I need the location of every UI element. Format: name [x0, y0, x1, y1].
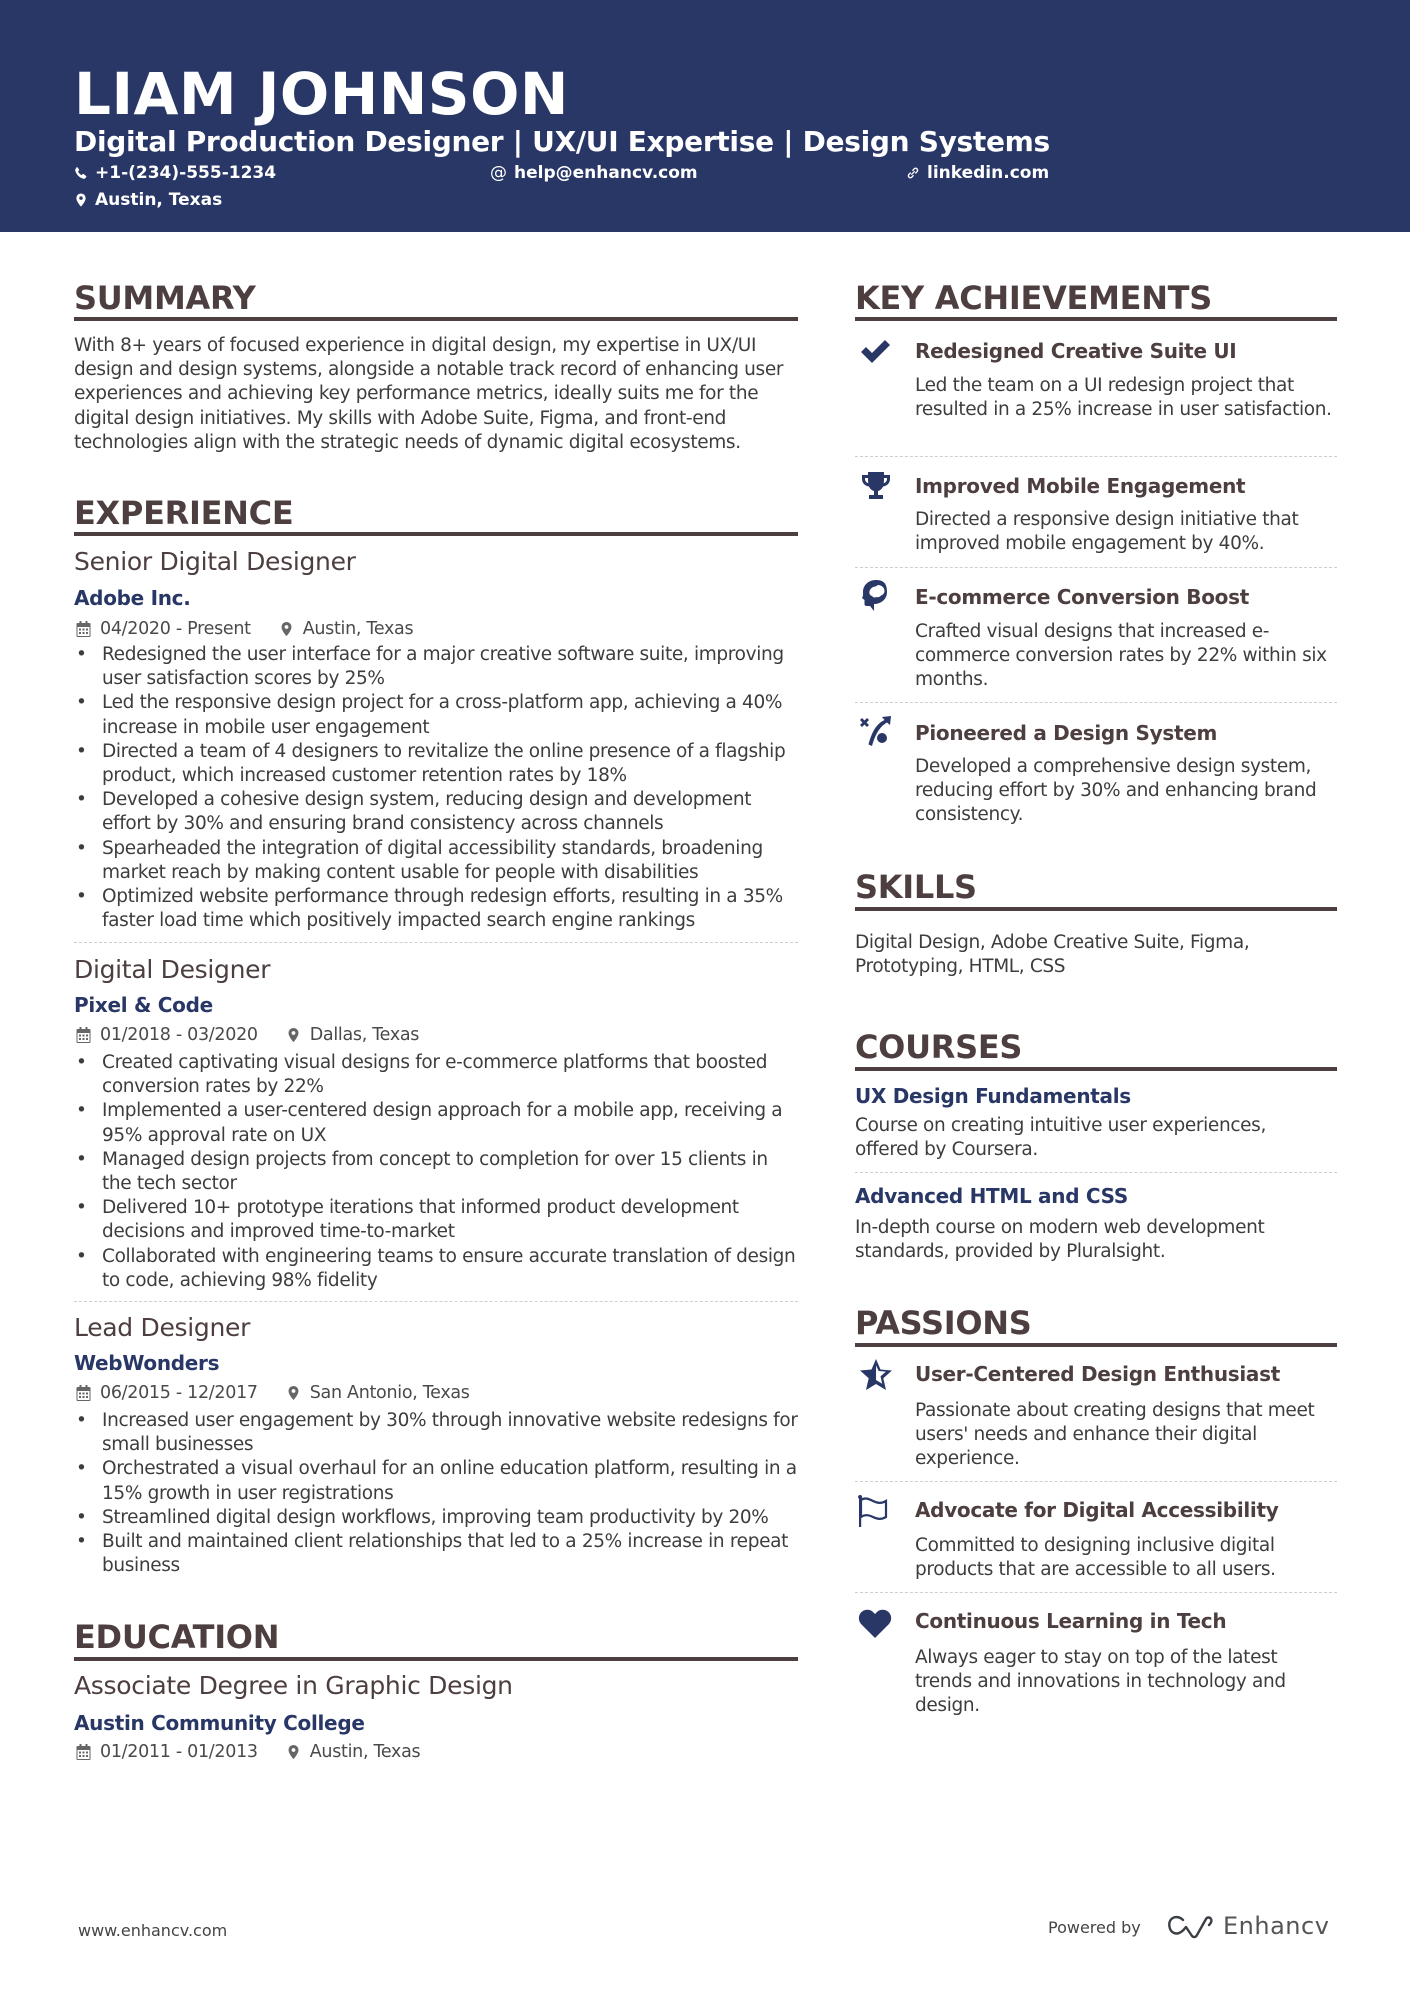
course-title: Advanced HTML and CSS	[855, 1184, 1128, 1208]
courses-heading: COURSES	[855, 1028, 1023, 1066]
bullet-item: • Delivered 10+ prototype iterations that informed product development decisions and improved time-to-market	[74, 1196, 798, 1244]
bullet-item: • Developed a cohesive design system, reducing design and development effort by 30% and ensuring brand consistency across channels	[74, 788, 798, 836]
courses-rule	[855, 1067, 1337, 1071]
passions-rule	[855, 1343, 1337, 1347]
job-location: Dallas, Texas	[309, 1025, 420, 1045]
education-dates: 01/2011 - 01/2013	[100, 1742, 258, 1762]
passion-divider	[855, 1592, 1337, 1593]
education-rule	[74, 1657, 798, 1661]
location-pin-icon	[286, 1744, 301, 1760]
linkedin-text: linkedin.com	[927, 163, 1050, 183]
contact-linkedin[interactable]	[906, 162, 1049, 184]
job-role: Senior Digital Designer	[74, 547, 356, 576]
achievement-text: Directed a responsive design initiative that improved mobile engagement by 40%.	[915, 509, 1299, 555]
summary-rule	[74, 317, 798, 321]
trophy-icon	[858, 468, 894, 504]
bullet-item: • Streamlined digital design workflows, improving team productivity by 20%	[74, 1506, 798, 1530]
job-company[interactable]: Pixel & Code	[74, 993, 213, 1017]
job-bullets	[74, 643, 798, 933]
bullet-item: • Implemented a user-centered design approach for a mobile app, receiving a 95% approval rate on UX	[74, 1099, 798, 1147]
contact-email[interactable]	[490, 162, 698, 184]
job-divider	[74, 942, 798, 943]
calendar-icon	[76, 1744, 91, 1760]
achievement-text: Developed a comprehensive design system, reducing effort by 30% and enhancing brand consistency.	[915, 756, 1317, 826]
achievement-title: Redesigned Creative Suite UI	[915, 339, 1237, 363]
strategy-icon	[858, 714, 894, 750]
email-text: help@enhancv.com	[514, 163, 698, 183]
experience-heading: EXPERIENCE	[74, 494, 294, 532]
calendar-icon	[76, 1385, 91, 1401]
footer-url[interactable]: www.enhancv.com	[78, 1921, 228, 1940]
job-dates: 06/2015 - 12/2017	[100, 1383, 258, 1403]
passion-title: Advocate for Digital Accessibility	[915, 1498, 1279, 1522]
experience-rule	[74, 532, 798, 536]
achievements-heading: KEY ACHIEVEMENTS	[855, 279, 1212, 317]
calendar-icon	[76, 621, 91, 637]
job-location: San Antonio, Texas	[309, 1383, 470, 1403]
job-dates: 04/2020 - Present	[100, 619, 251, 639]
job-location: Austin, Texas	[302, 619, 414, 639]
bullet-item: • Created captivating visual designs for e-commerce platforms that boosted conversion rates by 22%	[74, 1051, 798, 1099]
candidate-title: Digital Production Designer | UX/UI Expertise | Design Systems	[74, 125, 1050, 158]
bullet-item: • Managed design projects from concept to completion for over 15 clients in the tech sector	[74, 1148, 798, 1196]
achievement-text: Crafted visual designs that increased e-commerce conversion rates by 22% within six months.	[915, 621, 1327, 691]
enhancv-logo[interactable]	[1167, 1912, 1329, 1940]
achievement-title: Improved Mobile Engagement	[915, 474, 1246, 498]
brain-head-icon	[858, 578, 894, 614]
check-icon	[857, 334, 893, 370]
link-icon	[906, 166, 920, 180]
powered-by-label: Powered by	[1048, 1918, 1141, 1937]
location-pin-icon	[286, 1385, 301, 1401]
job-company[interactable]: WebWonders	[74, 1351, 220, 1375]
bullet-item: • Collaborated with engineering teams to ensure accurate translation of design to code, achieving 98% fidelity	[74, 1245, 798, 1293]
bullet-item: • Led the responsive design project for a cross-platform app, achieving a 40% increase in mobile user engagement	[74, 691, 798, 739]
course-divider	[855, 1172, 1337, 1173]
calendar-icon	[76, 1027, 91, 1043]
bullet-item: • Optimized website performance through redesign efforts, resulting in a 35% faster load time which positively impacted search engine rankings	[74, 885, 798, 933]
bullet-item: • Spearheaded the integration of digital accessibility standards, broadening market reach by making content usable for people with disabilities	[74, 837, 798, 885]
skills-text: Digital Design, Adobe Creative Suite, Figma, Prototyping, HTML, CSS	[855, 932, 1250, 978]
achievement-divider	[855, 456, 1337, 457]
education-location: Austin, Texas	[309, 1742, 421, 1762]
course-text: In-depth course on modern web development standards, provided by Pluralsight.	[855, 1217, 1265, 1263]
bullet-item: • Directed a team of 4 designers to revitalize the online presence of a flagship product, which increased customer retention rates by 18%	[74, 740, 798, 788]
phone-text: +1-(234)-555-1234	[95, 163, 277, 183]
contact-phone	[74, 162, 276, 184]
location-pin-icon	[286, 1027, 301, 1043]
job-role: Lead Designer	[74, 1313, 251, 1342]
summary-text: With 8+ years of focused experience in digital design, my expertise in UX/UI design and design systems, alongside a notable track record of enhancing user experiences and achieving key performance metrics, ideally suits me for the digital design initiatives. My skills with Adobe Suite, Figma, and front-end technologies align with the strategic needs of dynamic digital ecosystems.	[74, 335, 784, 453]
achievements-rule	[855, 317, 1337, 321]
job-divider	[74, 1301, 798, 1302]
passion-text: Passionate about creating designs that meet users' needs and enhance their digital experience.	[915, 1400, 1315, 1470]
candidate-name: LIAM JOHNSON	[74, 60, 569, 128]
course-title: UX Design Fundamentals	[855, 1084, 1131, 1108]
achievement-title: E-commerce Conversion Boost	[915, 585, 1249, 609]
resume-header	[0, 0, 1410, 232]
job-bullets	[74, 1409, 798, 1578]
flag-icon	[857, 1494, 893, 1530]
skills-heading: SKILLS	[855, 868, 977, 906]
education-heading: EDUCATION	[74, 1618, 280, 1656]
location-pin-icon	[74, 193, 88, 207]
bullet-item: • Increased user engagement by 30% through innovative website redesigns for small businesses	[74, 1409, 798, 1457]
education-meta	[76, 1741, 420, 1763]
education-school[interactable]: Austin Community College	[74, 1711, 365, 1735]
passion-divider	[855, 1481, 1337, 1482]
achievement-divider	[855, 702, 1337, 703]
job-meta	[76, 1024, 419, 1046]
passion-text: Committed to designing inclusive digital products that are accessible to all users.	[915, 1535, 1276, 1581]
job-company[interactable]: Adobe Inc.	[74, 586, 191, 610]
heart-icon	[857, 1605, 893, 1641]
location-pin-icon	[279, 621, 294, 637]
course-text: Course on creating intuitive user experiences, offered by Coursera.	[855, 1115, 1266, 1161]
location-text: Austin, Texas	[95, 190, 223, 210]
at-icon: @	[490, 163, 507, 183]
education-degree: Associate Degree in Graphic Design	[74, 1671, 513, 1700]
contact-location	[74, 189, 222, 211]
passion-title: User-Centered Design Enthusiast	[915, 1362, 1280, 1386]
bullet-item: • Orchestrated a visual overhaul for an online education platform, resulting in a 15% growth in user registrations	[74, 1457, 798, 1505]
bullet-item: • Built and maintained client relationships that led to a 25% increase in repeat business	[74, 1530, 798, 1578]
enhancv-brand: Enhancv	[1223, 1912, 1330, 1940]
phone-icon	[74, 166, 88, 180]
enhancv-logo-icon	[1167, 1913, 1213, 1939]
star-icon	[858, 1357, 894, 1393]
summary-heading: SUMMARY	[74, 279, 256, 317]
job-meta	[76, 1382, 470, 1404]
job-meta	[76, 618, 413, 640]
achievement-text: Led the team on a UI redesign project that resulted in a 25% increase in user satisfaction.	[915, 375, 1332, 421]
achievement-title: Pioneered a Design System	[915, 721, 1218, 745]
job-role: Digital Designer	[74, 955, 271, 984]
job-bullets	[74, 1051, 798, 1293]
bullet-item: • Redesigned the user interface for a major creative software suite, improving user satisfaction scores by 25%	[74, 643, 798, 691]
passion-text: Always eager to stay on top of the latest trends and innovations in technology and design.	[915, 1647, 1286, 1717]
job-dates: 01/2018 - 03/2020	[100, 1025, 258, 1045]
passions-heading: PASSIONS	[855, 1304, 1032, 1342]
passion-title: Continuous Learning in Tech	[915, 1609, 1227, 1633]
achievement-divider	[855, 567, 1337, 568]
skills-rule	[855, 907, 1337, 911]
